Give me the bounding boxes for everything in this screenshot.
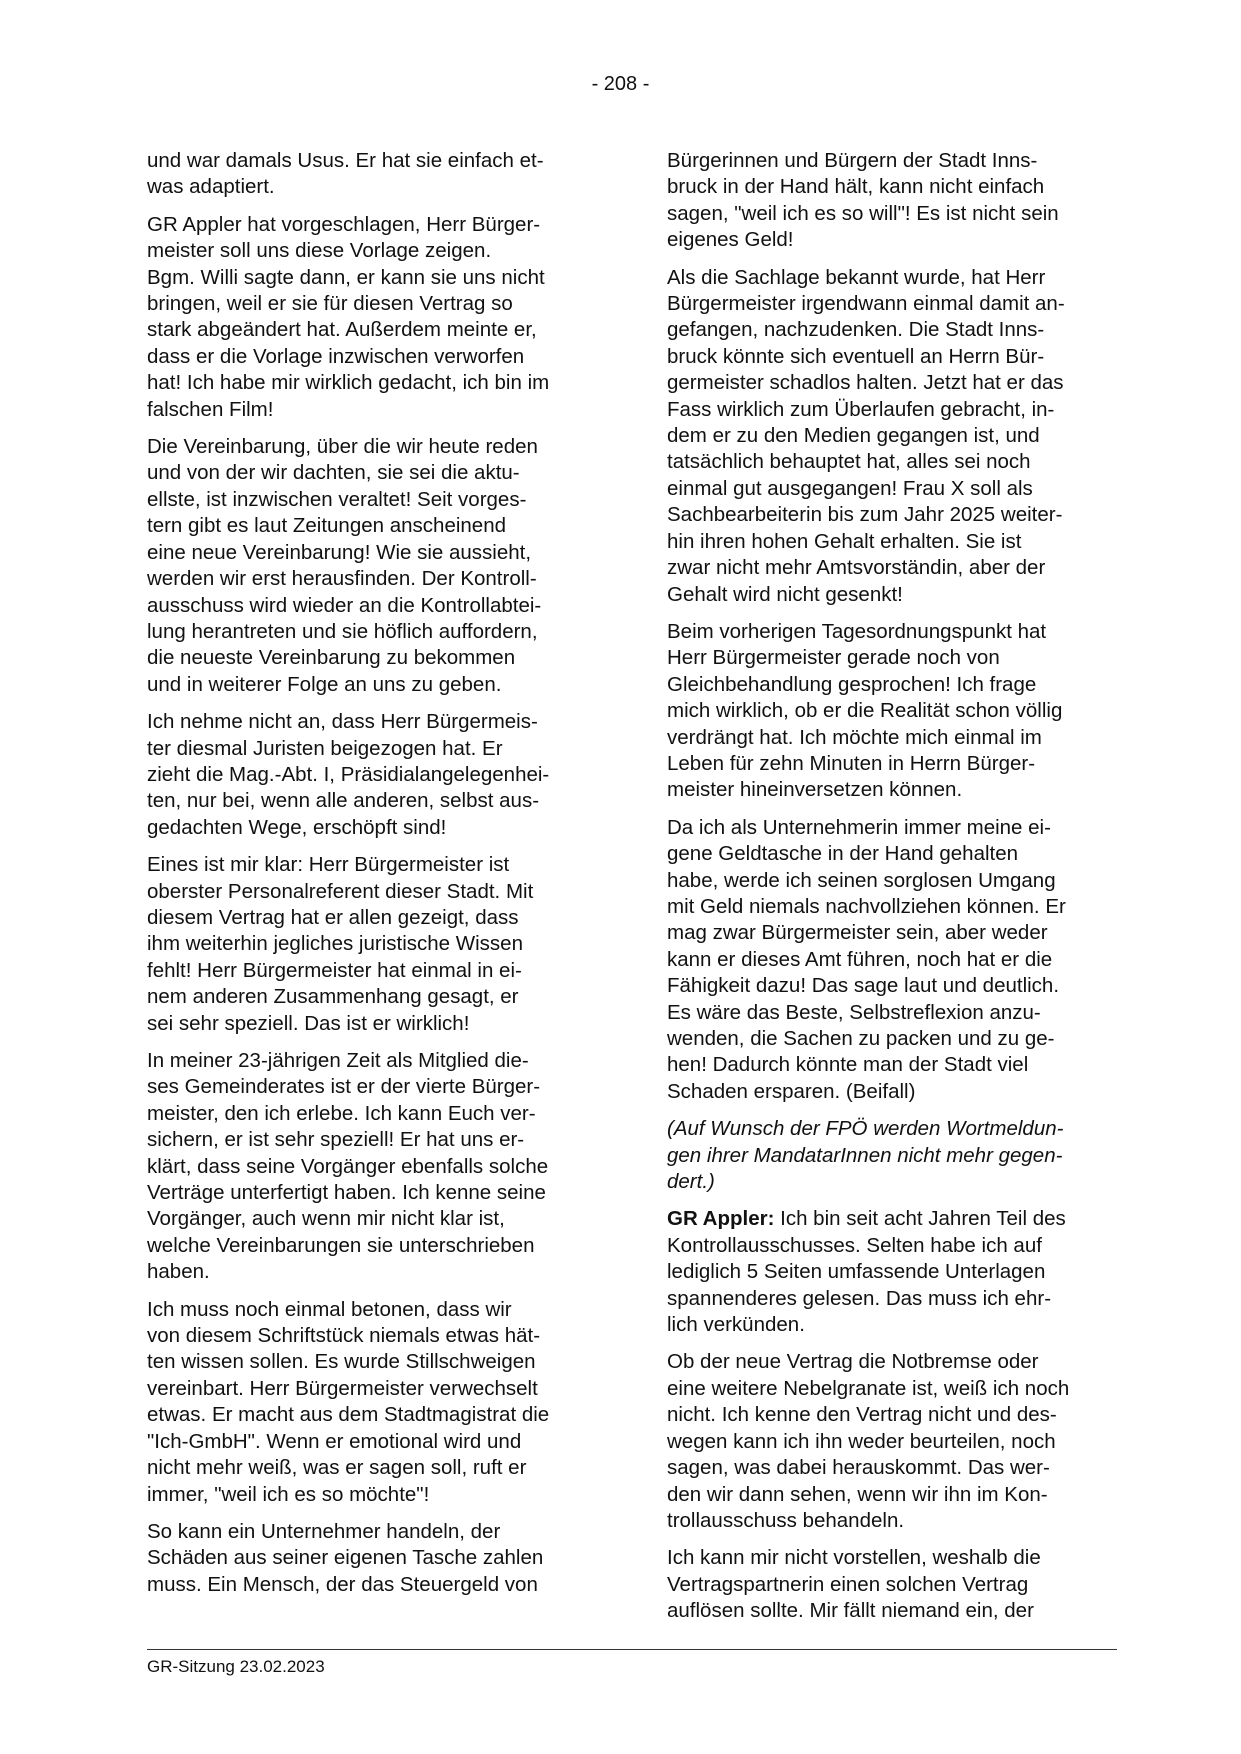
paragraph: Ich muss noch einmal betonen, dass wir von diesem Schriftstück niemals etwas hät- ten wissen sollen. Es wurde Stillschweigen vereinbart. Herr Bürgermeister verwechselt etwas. Er macht aus dem Stadtmagistrat die "Ich-GmbH". Wenn er emotional wird und nicht mehr weiß, was er sagen soll, ruft er immer, "weil ich es so möchte"! bbox=[147, 1297, 550, 1506]
footer-session-label: GR-Sitzung 23.02.2023 bbox=[147, 1657, 325, 1676]
paragraph: In meiner 23-jährigen Zeit als Mitglied die- ses Gemeinderates ist er der vierte Bürger- meister, den ich erlebe. Ich kann Euch ver- sichern, er ist sehr speziell! Er hat uns er- klärt, dass seine Vorgänger ebenfalls solche Verträge unterfertigt haben. Ich kenne seine Vorgänger, auch wenn mir nicht klar ist, welche Vereinbarungen sie unterschrieben haben. bbox=[147, 1049, 549, 1284]
footer-divider bbox=[147, 1649, 1117, 1650]
paragraph: Da ich als Unternehmerin immer meine ei- gene Geldtasche in der Hand gehalten habe, werde ich seinen sorglosen Umgang mit Geld niemals nachvollziehen können. Er mag zwar Bürgermeister sein, aber weder kann er dieses Amt führen, noch hat er die Fähigkeit dazu! Das sage laut und deutlich. Es wäre das Beste, Selbstreflexion anzu- wenden, die Sachen zu packen und zu ge- hen! Dadurch könnte man der Stadt viel Schaden ersparen. (Beifall) bbox=[667, 815, 1066, 1103]
paragraph: Ich kann mir nicht vorstellen, weshalb die Vertragspartnerin einen solchen Vertrag auflösen sollte. Mir fällt niemand ein, der bbox=[667, 1546, 1041, 1623]
left-column bbox=[147, 148, 597, 1609]
paragraph: So kann ein Unternehmer handeln, der Schäden aus seiner eigenen Tasche zahlen muss. Ein Mensch, der das Steuergeld von bbox=[147, 1519, 544, 1596]
paragraph: Ich nehme nicht an, dass Herr Bürgermeis- ter diesmal Juristen beigezogen hat. Er zieht die Mag.-Abt. I, Präsidialangelegenhei- ten, nur bei, wenn alle anderen, selbst aus- gedachten Wege, erschöpft sind! bbox=[147, 710, 550, 839]
paragraph: GR Appler hat vorgeschlagen, Herr Bürger- meister soll uns diese Vorlage zeigen. Bgm. Willi sagte dann, er kann sie uns nicht bringen, weil er sie für diesen Vertrag so stark abgeändert hat. Außerdem meinte er, dass er die Vorlage inzwischen verworfen hat! Ich habe mir wirklich gedacht, ich bin im falschen Film! bbox=[147, 212, 550, 421]
paragraph: Beim vorherigen Tagesordnungspunkt hat Herr Bürgermeister gerade noch von Gleichbehandlung gesprochen! Ich frage mich wirklich, ob er die Realität schon völlig verdrängt hat. Ich möchte mich einmal im Leben für zehn Minuten in Herrn Bürger- meister hineinversetzen können. bbox=[667, 619, 1063, 802]
page-number: - 208 - bbox=[591, 73, 650, 95]
speaker-paragraph bbox=[667, 1206, 1117, 1338]
editorial-note: (Auf Wunsch der FPÖ werden Wortmeldun- gen ihrer MandatarInnen nicht mehr gegen- dert.) bbox=[667, 1117, 1064, 1194]
paragraph: und war damals Usus. Er hat sie einfach et- was adaptiert. bbox=[147, 149, 544, 199]
paragraph: Als die Sachlage bekannt wurde, hat Herr Bürgermeister irgendwann einmal damit an- gefangen, nachzudenken. Die Stadt Inns- bruck könnte sich eventuell an Herrn Bür- germeister schadlos halten. Jetzt hat er das Fass wirklich zum Überlaufen gebracht, in- dem er zu den Medien gegangen ist, und tatsächlich behauptet hat, alles sei noch einmal gut ausgegangen! Frau X soll als Sachbearbeiterin bis zum Jahr 2025 weiter- hin ihren hohen Gehalt erhalten. Sie ist zwar nicht mehr Amtsvorständin, aber der Gehalt wird nicht gesenkt! bbox=[667, 265, 1065, 606]
right-column bbox=[667, 148, 1117, 1636]
paragraph: Ob der neue Vertrag die Notbremse oder eine weitere Nebelgranate ist, weiß ich noch nicht. Ich kenne den Vertrag nicht und des- wegen kann ich ihn weder beurteilen, noch sagen, was dabei herauskommt. Das wer- den wir dann sehen, wenn wir ihn im Kon- trollausschuss behandeln. bbox=[667, 1350, 1070, 1532]
paragraph: Die Vereinbarung, über die wir heute reden und von der wir dachten, sie sei die aktu- ellste, ist inzwischen veraltet! Seit vorges- tern gibt es laut Zeitungen anscheinend eine neue Vereinbarung! Wie sie aussieht, werden wir erst herausfinden. Der Kontroll- ausschuss wird wieder an die Kontrollabtei- lung herantreten und sie höflich auffordern, die neueste Vereinbarung zu bekommen und in weiterer Folge an uns zu geben. bbox=[147, 435, 542, 696]
speaker-name: GR Appler: bbox=[667, 1207, 775, 1231]
paragraph: Eines ist mir klar: Herr Bürgermeister ist oberster Personalreferent dieser Stadt. Mit diesem Vertrag hat er allen gezeigt, dass ihm weiterhin jegliches juristische Wissen fehlt! Herr Bürgermeister hat einmal in ei- nem anderen Zusammenhang gesagt, er sei sehr speziell. Das ist er wirklich! bbox=[147, 853, 534, 1035]
speaker-text: Ich bin seit acht Jahren Teil des Kontrollausschusses. Selten habe ich auf lediglich 5 Seiten umfassende Unterlagen spannenderes gelesen. Das muss ich ehr- lich verkünden. bbox=[667, 1207, 1066, 1337]
paragraph: Bürgerinnen und Bürgern der Stadt Inns- bruck in der Hand hält, kann nicht einfach sagen, "weil ich es so will"! Es ist nicht sein eigenes Geld! bbox=[667, 149, 1059, 252]
